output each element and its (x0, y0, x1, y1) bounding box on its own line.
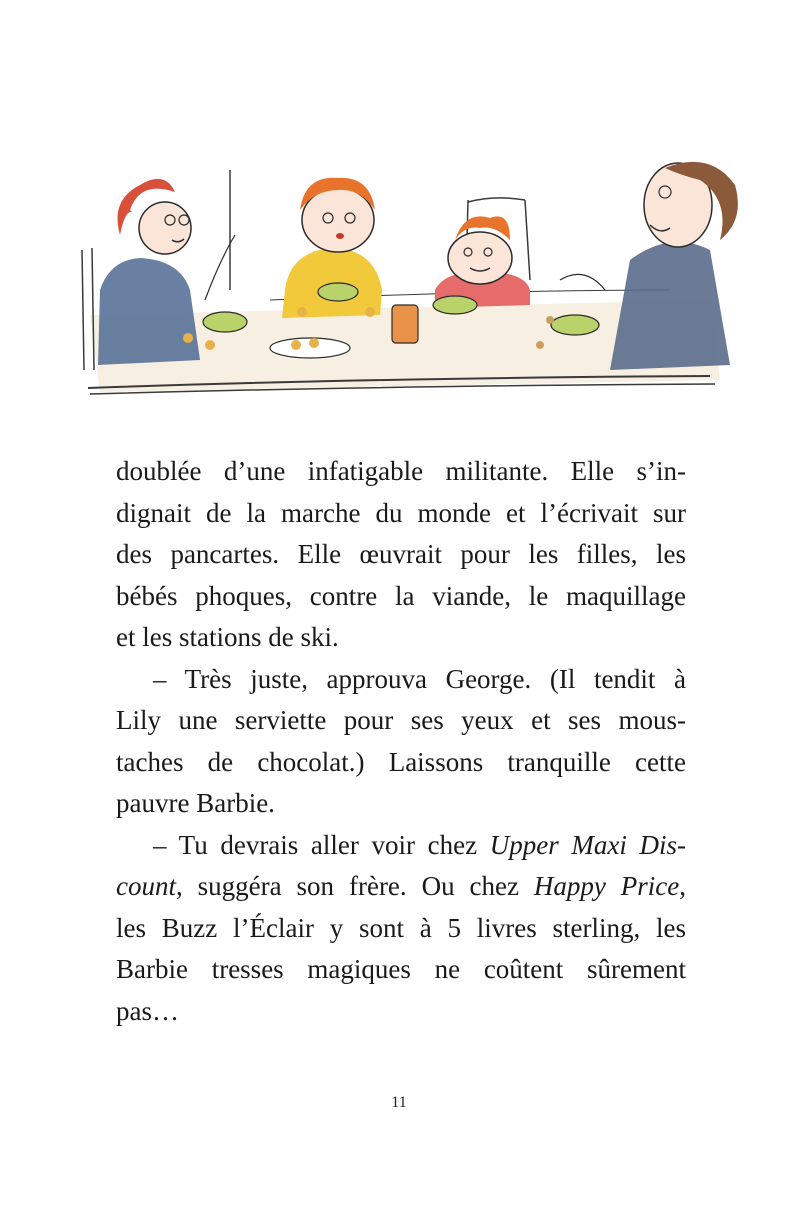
text-line (116, 825, 686, 867)
paragraph-2 (116, 659, 686, 825)
text-line: et les stations de ski. (116, 622, 339, 652)
text-line: doublée d’une infatigable militante. Elle s’in- (116, 456, 686, 486)
text-line: les Buzz l’Éclair y sont à 5 livres sterling, les (116, 912, 686, 943)
text-line: dignait de la marche du monde et l’écrivait sur (116, 497, 686, 528)
store-name-upper-maxi-discount-end: count (116, 871, 176, 901)
text-run: , suggéra son frère. Ou chez (176, 871, 534, 901)
paragraph-1 (116, 451, 686, 659)
store-name-happy-price: Happy Price (533, 871, 680, 901)
text-line: Lily une serviette pour ses yeux et ses mous- (116, 705, 686, 735)
text-line: bébés phoques, contre la viande, le maquillage (116, 580, 686, 611)
text-line: pauvre Barbie. (116, 788, 275, 818)
boy-figure (435, 216, 530, 308)
text-line: – Très juste, approuva George. (Il tendit à (153, 663, 686, 694)
text-run: , (679, 871, 686, 901)
text-line: Barbie tresses magiques ne coûtent sûrement (116, 954, 686, 984)
text-line: des pancartes. Elle œuvrait pour les filles, les (116, 539, 686, 569)
family-table-illustration (70, 140, 760, 405)
paragraph-3 (116, 825, 686, 1033)
text-line: pas… (116, 995, 179, 1026)
page-number: 11 (391, 1094, 407, 1111)
store-name-upper-maxi-discount: Upper Maxi Dis- (489, 829, 686, 860)
text-line (116, 866, 686, 908)
text-run: – Tu devrais aller voir chez (153, 829, 490, 860)
text-line: taches de chocolat.) Laissons tranquille cette (116, 746, 686, 777)
body-text (116, 451, 686, 1032)
